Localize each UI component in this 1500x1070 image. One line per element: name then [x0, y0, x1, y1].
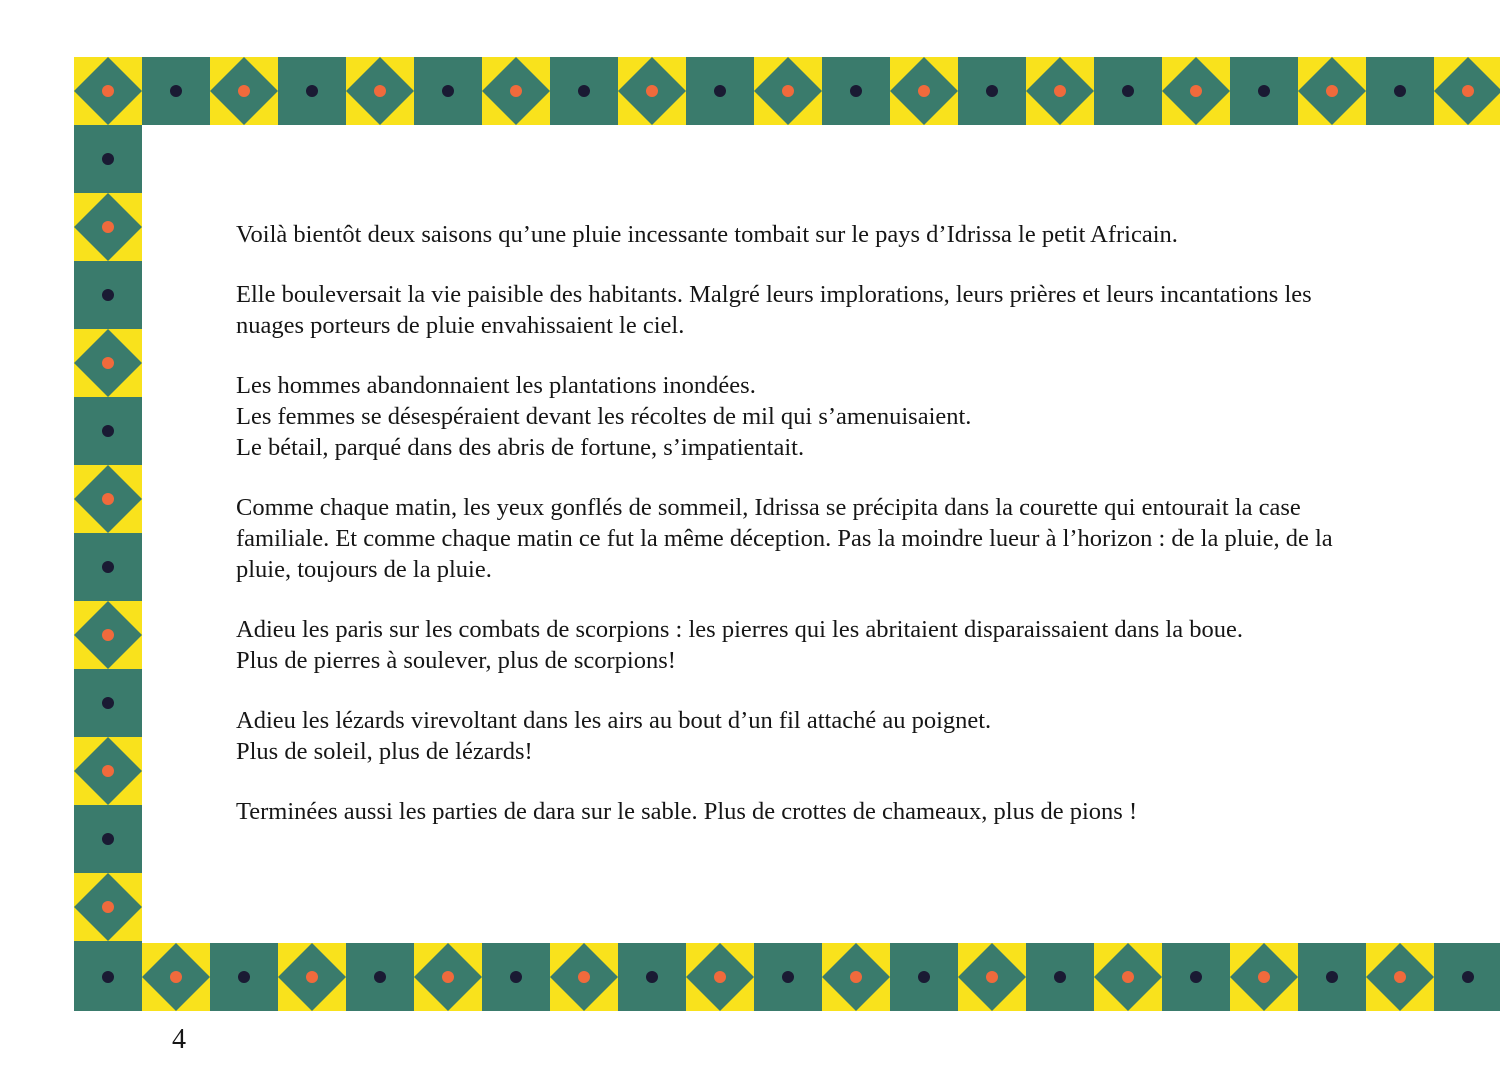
- paragraph-4: [236, 492, 1436, 585]
- border-dot-navy: [714, 85, 726, 97]
- border-dot-orange: [986, 971, 998, 983]
- paragraph-line: Voilà bientôt deux saisons qu’une pluie incessante tombait sur le pays d’Idrissa le petit Africain.: [236, 221, 1178, 248]
- paragraph-line: Le bétail, parqué dans des abris de fortune, s’impatientait.: [236, 434, 805, 461]
- paragraph-line: familiale. Et comme chaque matin ce fut la même déception. Pas la moindre lueur à l’horizon : de la pluie, de la: [236, 525, 1333, 552]
- paragraph-line: Plus de soleil, plus de lézards!: [236, 738, 533, 765]
- paragraph-line: pluie, toujours de la pluie.: [236, 556, 492, 583]
- border-dot-navy: [102, 833, 114, 845]
- page-number: 4: [172, 1024, 186, 1055]
- border-dot-navy: [102, 425, 114, 437]
- border-dot-navy: [986, 85, 998, 97]
- border-dot-navy: [374, 971, 386, 983]
- border-dot-navy: [850, 85, 862, 97]
- border-dot-orange: [1258, 971, 1270, 983]
- border-dot-orange: [102, 85, 114, 97]
- paragraph-line: Plus de pierres à soulever, plus de scorpions!: [236, 647, 676, 674]
- border-dot-navy: [170, 85, 182, 97]
- border-dot-navy: [1462, 971, 1474, 983]
- border-dot-navy: [1258, 85, 1270, 97]
- border-dot-orange: [238, 85, 250, 97]
- paragraph-line: Terminées aussi les parties de dara sur le sable. Plus de crottes de chameaux, plus de pions !: [236, 798, 1138, 825]
- border-dot-orange: [850, 971, 862, 983]
- border-dot-orange: [1462, 85, 1474, 97]
- border-dot-navy: [102, 561, 114, 573]
- border-dot-orange: [442, 971, 454, 983]
- border-dot-navy: [510, 971, 522, 983]
- border-dot-orange: [1054, 85, 1066, 97]
- story-text: [236, 219, 1436, 856]
- paragraph-line: Les femmes se désespéraient devant les récoltes de mil qui s’amenuisaient.: [236, 403, 972, 430]
- border-dot-orange: [102, 493, 114, 505]
- border-dot-orange: [714, 971, 726, 983]
- border-dot-orange: [1326, 85, 1338, 97]
- border-dot-navy: [1190, 971, 1202, 983]
- border-dot-orange: [102, 221, 114, 233]
- border-dot-navy: [646, 971, 658, 983]
- border-dot-orange: [510, 85, 522, 97]
- border-dot-navy: [442, 85, 454, 97]
- border-dot-navy: [1326, 971, 1338, 983]
- paragraph-line: Comme chaque matin, les yeux gonflés de sommeil, Idrissa se précipita dans la courette qui entourait la case: [236, 494, 1301, 521]
- border-dot-navy: [782, 971, 794, 983]
- border-dot-orange: [782, 85, 794, 97]
- border-dot-orange: [306, 971, 318, 983]
- border-dot-orange: [1122, 971, 1134, 983]
- border-dot-orange: [102, 357, 114, 369]
- border-dot-navy: [1122, 85, 1134, 97]
- border-dot-navy: [102, 697, 114, 709]
- paragraph-5: [236, 614, 1436, 676]
- border-dot-orange: [102, 901, 114, 913]
- paragraph-2: [236, 279, 1436, 341]
- border-dot-navy: [1394, 85, 1406, 97]
- border-dot-orange: [374, 85, 386, 97]
- paragraph-line: Adieu les paris sur les combats de scorpions : les pierres qui les abritaient disparaissaient dans la boue.: [236, 616, 1243, 643]
- border-dot-navy: [578, 85, 590, 97]
- paragraph-line: Elle bouleversait la vie paisible des habitants. Malgré leurs implorations, leurs prières et leurs incantations les: [236, 281, 1312, 308]
- border-dot-orange: [646, 85, 658, 97]
- border-dot-orange: [170, 971, 182, 983]
- border-dot-orange: [918, 85, 930, 97]
- border-dot-navy: [918, 971, 930, 983]
- border-dot-orange: [102, 629, 114, 641]
- border-dot-navy: [1054, 971, 1066, 983]
- border-dot-navy: [238, 971, 250, 983]
- border-dot-orange: [1394, 971, 1406, 983]
- border-dot-navy: [102, 289, 114, 301]
- border-dot-orange: [102, 765, 114, 777]
- border-dot-navy: [102, 971, 114, 983]
- paragraph-6: [236, 705, 1436, 767]
- paragraph-line: Adieu les lézards virevoltant dans les airs au bout d’un fil attaché au poignet.: [236, 707, 992, 734]
- paragraph-7: [236, 796, 1436, 827]
- border-dot-navy: [306, 85, 318, 97]
- paragraph-3: [236, 370, 1436, 463]
- paragraph-line: nuages porteurs de pluie envahissaient le ciel.: [236, 312, 685, 339]
- paragraph-line: Les hommes abandonnaient les plantations inondées.: [236, 372, 756, 399]
- border-dot-orange: [578, 971, 590, 983]
- border-dot-navy: [102, 153, 114, 165]
- border-dot-orange: [1190, 85, 1202, 97]
- paragraph-1: [236, 219, 1436, 250]
